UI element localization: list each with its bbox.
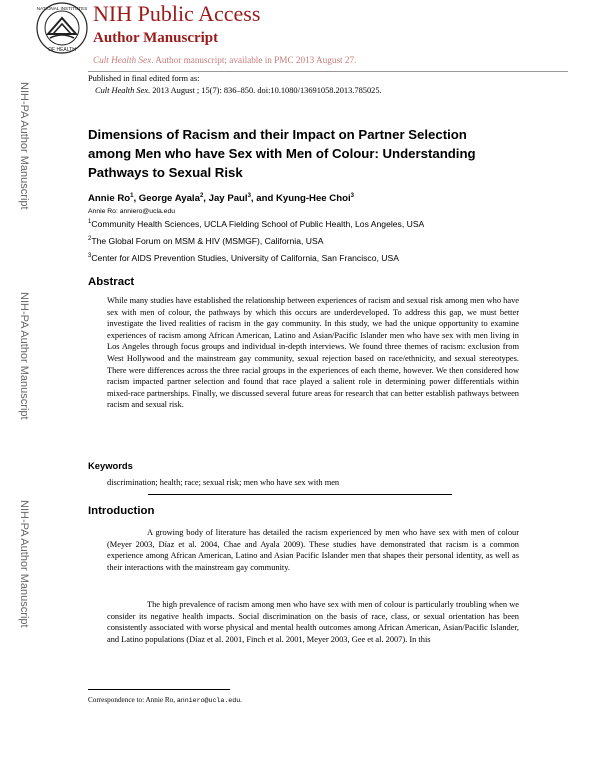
sidebar-label-bottom: NIH-PA Author Manuscript xyxy=(18,500,30,628)
introduction-paragraph-1-rendered: A growing body of literature has detailed the racism experienced by men who have sex with men of colour (Meyer 2003, Díaz et al. 2004, Chae and Ayala 2009). These studies have demonstrated that racism is a common experience among African American, Latino and Asian Pacific Islander men that shapes their personal identity, as well as their interactions with the mainstream gay community. xyxy=(107,528,519,572)
svg-text:NATIONAL INSTITUTES: NATIONAL INSTITUTES xyxy=(36,6,88,11)
keywords-heading: Keywords xyxy=(88,460,133,471)
author-name: George Ayala xyxy=(138,193,200,204)
published-journal: Cult Health Sex xyxy=(95,86,149,95)
author-affil-sup: 2 xyxy=(199,192,204,199)
header-journal: Cult Health Sex xyxy=(93,55,152,65)
header-availability-text: . Author manuscript; available in PMC 2013 August 27. xyxy=(151,55,357,65)
affiliation-2: $^2$The Global Forum on MSM & HIV (MSMGF), California, USA xyxy=(88,236,324,246)
footnote-divider xyxy=(88,689,230,690)
published-citation xyxy=(95,85,382,97)
author-name: Jay Paul xyxy=(208,193,248,204)
author-list: Annie Ro$^1$, George Ayala$^2$, Jay Paul$^3$, and Kyung-Hee Choi$^3$ xyxy=(88,192,354,204)
affiliation-3: $^3$Center for AIDS Prevention Studies, University of California, San Francisco, USA xyxy=(88,253,399,263)
sidebar-label-top: NIH-PA Author Manuscript xyxy=(18,82,30,210)
corresponding-contact: Annie Ro: anniero@ucla.edu xyxy=(88,208,176,215)
author-name: Kyung-Hee Choi xyxy=(275,193,351,204)
published-label: Published in final edited form as: xyxy=(88,74,200,83)
sidebar-label-middle: NIH-PA Author Manuscript xyxy=(18,292,30,420)
header-title: NIH Public Access xyxy=(93,1,261,26)
published-citation-text: . 2013 August ; 15(7): 836–850. doi:10.1080/13691058.2013.785025. xyxy=(148,86,382,95)
author-name: Annie Ro xyxy=(88,193,131,204)
abstract-text: While many studies have established the relationship between experiences of racism and sexual risk among men who have sex with men of colour, the pathways by which this occurs are underdeveloped. To address this gap, we must better investigate the lived realities of racism in the gay community. In this study, we had the unique opportunity to examine experiences of racism among African American, Latino and Asian/Pacific Islander men who have sex with men living in Los Angeles through focus groups and individual in-depth interviews. We found three themes of racism: exclusion from West Hollywood and the mainstream gay community, sexual rejection based on race/ethnicity, and sexual stereotypes. There were differences across the three racial groups in the experiences of each theme, however. We then considered how racism impacted partner selection and found that race played a salient role in determining power differentials within mixed-race partnerships. Finally, we discussed several future areas for research that can better establish pathways between racism and sexual risk. xyxy=(107,296,519,410)
header-divider xyxy=(88,71,568,72)
nih-seal-logo xyxy=(36,2,88,54)
article-title: Dimensions of Racism and their Impact on Partner Selection among Men who have Sex with Men of Colour: Understanding Pathways to Sexual Risk xyxy=(88,127,476,180)
keywords-text: discrimination; health; race; sexual risk; men who have sex with men xyxy=(107,478,340,487)
header-subtitle: Author Manuscript xyxy=(93,30,219,46)
abstract-heading: Abstract xyxy=(88,276,135,288)
keywords-divider xyxy=(148,494,452,495)
author-affil-sup: 3 xyxy=(350,192,354,199)
author-affil-sup: 3 xyxy=(247,192,251,199)
introduction-paragraph-2: The high prevalence of racism among men who have sex with men of colour is particularly troubling when we consider its negative health impacts. Social discrimination on the basis of race, class, or sexual orientation has been consistently associated with worse physical and mental health outcomes among African American, Asian/Pacific Islander, and Latino populations (Díaz et al. 2001, Finch et al. 2001, Meyer 2003, Gee et al. 2007). In this xyxy=(107,600,519,644)
footnote-email-link[interactable]: anniero@ucla.edu xyxy=(176,697,241,704)
footnote-correspondence: Correspondence to: Annie Ro, anniero@ucla.edu. xyxy=(88,696,242,704)
affiliation-1: $^1$Community Health Sciences, UCLA Fielding School of Public Health, Los Angeles, USA xyxy=(88,219,425,229)
header-availability-line xyxy=(93,55,356,65)
author-affil-sup: 1 xyxy=(130,192,134,199)
svg-text:OF HEALTH: OF HEALTH xyxy=(48,47,76,53)
introduction-heading: Introduction xyxy=(88,505,155,517)
